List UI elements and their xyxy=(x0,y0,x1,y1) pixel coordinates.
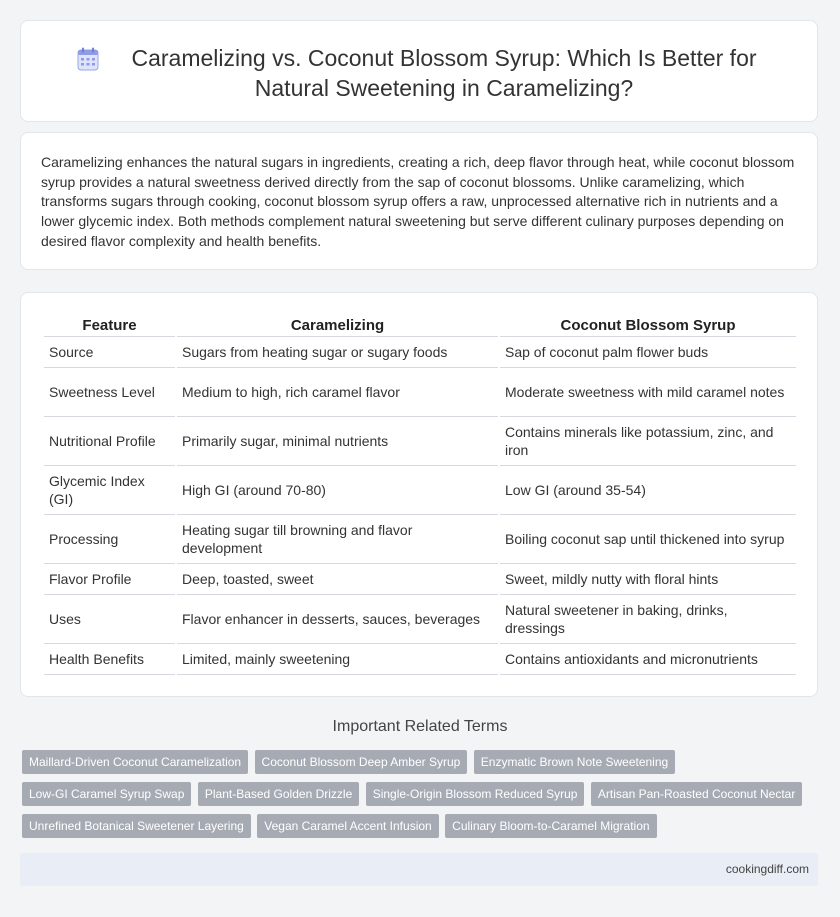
cell-caramelizing: Limited, mainly sweetening xyxy=(177,644,498,675)
cell-caramelizing: High GI (around 70-80) xyxy=(177,466,498,515)
cell-feature: Source xyxy=(44,337,175,368)
table-header-row xyxy=(44,313,796,337)
table-row xyxy=(44,337,796,368)
table-row xyxy=(44,644,796,675)
cell-feature: Health Benefits xyxy=(44,644,175,675)
cell-feature: Processing xyxy=(44,515,175,564)
cell-caramelizing: Flavor enhancer in desserts, sauces, beverages xyxy=(177,595,498,644)
table-row xyxy=(44,368,796,417)
calendar-icon xyxy=(77,47,99,71)
cell-coconut-syrup: Sweet, mildly nutty with floral hints xyxy=(500,564,796,595)
related-term-tag[interactable]: Culinary Bloom-to-Caramel Migration xyxy=(445,814,656,838)
cell-caramelizing: Sugars from heating sugar or sugary foods xyxy=(177,337,498,368)
related-term-tag[interactable]: Single-Origin Blossom Reduced Syrup xyxy=(366,782,585,806)
comparison-table xyxy=(42,313,798,675)
related-terms-title: Important Related Terms xyxy=(332,718,508,735)
cell-caramelizing: Medium to high, rich caramel flavor xyxy=(177,368,498,417)
comparison-table-card xyxy=(20,292,818,697)
cell-feature: Sweetness Level xyxy=(44,368,175,417)
cell-caramelizing: Deep, toasted, sweet xyxy=(177,564,498,595)
table-row xyxy=(44,595,796,644)
intro-paragraph: Caramelizing enhances the natural sugars in ingredients, creating a rich, deep flavor through heat, while coconut blossom syrup provides a natural sweetness derived directly from the sap of coconut blossoms. Unlike caramelizing, which transforms sugars through cooking, coconut blossom syrup offers a raw, unprocessed alternative rich in nutrients and a lower glycemic index. Both methods complement natural sweetening but serve different culinary purposes depending on desired flavor complexity and health benefits. xyxy=(41,154,795,249)
cell-coconut-syrup: Low GI (around 35-54) xyxy=(500,466,796,515)
cell-coconut-syrup: Natural sweetener in baking, drinks, dressings xyxy=(500,595,796,644)
footer-site-link[interactable]: cookingdiff.com xyxy=(725,862,809,876)
cell-coconut-syrup: Contains antioxidants and micronutrients xyxy=(500,644,796,675)
related-term-tag[interactable]: Artisan Pan-Roasted Coconut Nectar xyxy=(591,782,802,806)
table-row xyxy=(44,417,796,466)
title-card xyxy=(20,20,818,122)
footer xyxy=(20,853,818,886)
related-term-tag[interactable]: Unrefined Botanical Sweetener Layering xyxy=(22,814,251,838)
cell-coconut-syrup: Sap of coconut palm flower buds xyxy=(500,337,796,368)
header-coconut-blossom-syrup: Coconut Blossom Syrup xyxy=(500,313,796,337)
related-term-tag[interactable]: Vegan Caramel Accent Infusion xyxy=(257,814,438,838)
header-feature: Feature xyxy=(44,313,175,337)
cell-caramelizing: Heating sugar till browning and flavor development xyxy=(177,515,498,564)
cell-coconut-syrup: Moderate sweetness with mild caramel notes xyxy=(500,368,796,417)
header-caramelizing: Caramelizing xyxy=(177,313,498,337)
table-row xyxy=(44,515,796,564)
related-terms-list xyxy=(22,750,812,846)
cell-feature: Flavor Profile xyxy=(44,564,175,595)
cell-feature: Uses xyxy=(44,595,175,644)
related-term-tag[interactable]: Coconut Blossom Deep Amber Syrup xyxy=(255,750,468,774)
related-term-tag[interactable]: Enzymatic Brown Note Sweetening xyxy=(474,750,675,774)
related-term-tag[interactable]: Plant-Based Golden Drizzle xyxy=(198,782,359,806)
cell-feature: Glycemic Index (GI) xyxy=(44,466,175,515)
related-term-tag[interactable]: Low-GI Caramel Syrup Swap xyxy=(22,782,191,806)
cell-caramelizing: Primarily sugar, minimal nutrients xyxy=(177,417,498,466)
table-row xyxy=(44,564,796,595)
intro-card xyxy=(20,132,818,270)
page-title: Caramelizing vs. Coconut Blossom Syrup: Which Is Better for Natural Sweetening in Caramelizing? xyxy=(131,45,757,101)
cell-coconut-syrup: Contains minerals like potassium, zinc, and iron xyxy=(500,417,796,466)
cell-feature: Nutritional Profile xyxy=(44,417,175,466)
cell-coconut-syrup: Boiling coconut sap until thickened into syrup xyxy=(500,515,796,564)
table-row xyxy=(44,466,796,515)
related-term-tag[interactable]: Maillard-Driven Coconut Caramelization xyxy=(22,750,248,774)
